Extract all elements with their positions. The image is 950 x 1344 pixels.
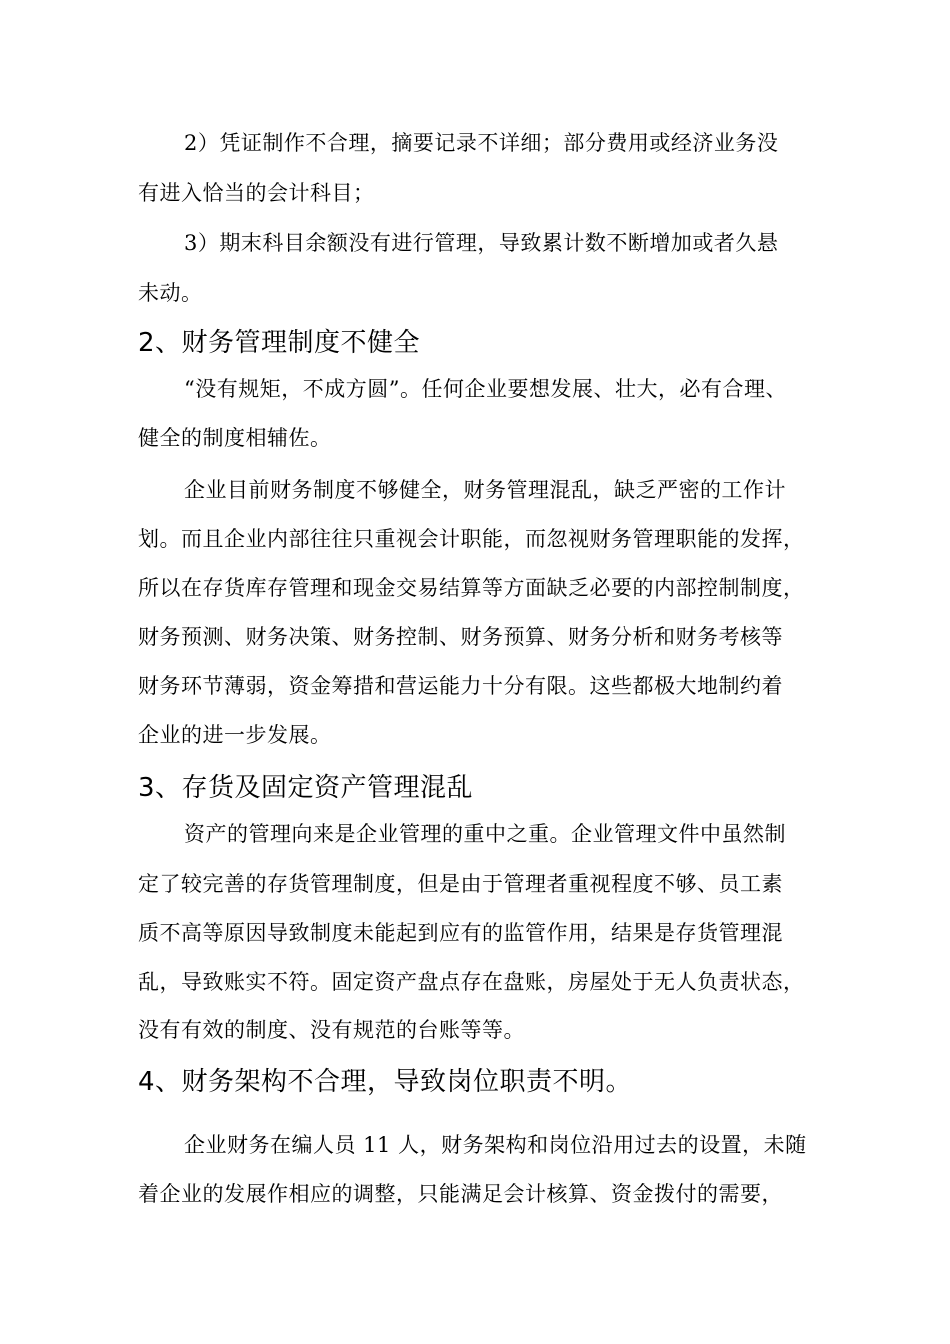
paragraph-line: 3）期末科目余额没有进行管理，导致累计数不断增加或者久悬	[184, 231, 779, 255]
paragraph-line: 健全的制度相辅佐。	[138, 426, 332, 450]
paragraph-line: 企业的进一步发展。	[138, 723, 332, 747]
paragraph-line: 定了较完善的存货管理制度，但是由于管理者重视程度不够、员工素	[138, 872, 783, 896]
paragraph-line: 财务预测、财务决策、财务控制、财务预算、财务分析和财务考核等	[138, 625, 783, 649]
paragraph-line: 质不高等原因导致制度未能起到应有的监管作用，结果是存货管理混	[138, 921, 783, 945]
paragraph-line: 资产的管理向来是企业管理的重中之重。企业管理文件中虽然制	[184, 822, 786, 846]
paragraph-line: 2）凭证制作不合理，摘要记录不详细；部分费用或经济业务没	[184, 131, 779, 155]
paragraph-line: 未动。	[138, 281, 203, 305]
paragraph-line: 没有有效的制度、没有规范的台账等等。	[138, 1018, 525, 1042]
paragraph-line: 企业目前财务制度不够健全，财务管理混乱，缺乏严密的工作计	[184, 478, 786, 502]
paragraph-line: 企业财务在编人员 11 人，财务架构和岗位沿用过去的设置，未随	[184, 1133, 807, 1157]
paragraph-line: 财务环节薄弱，资金筹措和营运能力十分有限。这些都极大地制约着	[138, 674, 783, 698]
section-heading: 4、财务架构不合理，导致岗位职责不明。	[138, 1067, 633, 1097]
paragraph-line: 划。而且企业内部往往只重视会计职能，而忽视财务管理职能的发挥，	[138, 527, 805, 551]
section-heading: 2、财务管理制度不健全	[138, 328, 421, 358]
paragraph-line: 所以在存货库存管理和现金交易结算等方面缺乏必要的内部控制制度，	[138, 576, 805, 600]
section-heading: 3、存货及固定资产管理混乱	[138, 773, 474, 803]
paragraph-line: “没有规矩，不成方圆”。任何企业要想发展、壮大，必有合理、	[184, 377, 787, 401]
paragraph-line: 有进入恰当的会计科目；	[138, 181, 375, 205]
paragraph-line: 着企业的发展作相应的调整，只能满足会计核算、资金拨付的需要，	[138, 1182, 783, 1206]
paragraph-line: 乱，导致账实不符。固定资产盘点存在盘账，房屋处于无人负责状态，	[138, 970, 805, 994]
